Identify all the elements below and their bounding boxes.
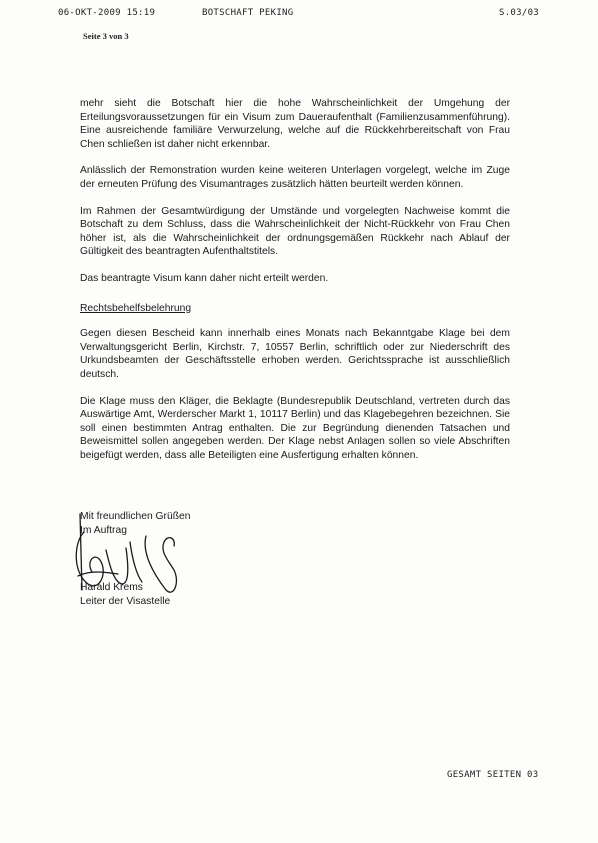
fax-datetime: 06-OKT-2009 15:19 [58, 8, 156, 18]
legal-paragraph-1: Gegen diesen Bescheid kann innerhalb eines Monats nach Bekanntgabe Klage bei dem Verwaltungsgericht Berlin, Kirchstr. 7, 10557 Berlin, schriftlich oder zur Niederschrift des Urkundsbeamten der Geschäftsstelle erhoben werden. Gerichtssprache ist ausschließlich deutsch. [80, 328, 510, 380]
letter-body [80, 97, 510, 475]
signer-title: Leiter der Visastelle [80, 595, 171, 607]
signer-name: Harald Krems [80, 582, 143, 594]
fax-sender: BOTSCHAFT PEKING [202, 8, 294, 18]
fax-total-pages: GESAMT SEITEN 03 [447, 770, 539, 780]
paragraph-3: Im Rahmen der Gesamtwürdigung der Umstände und vorgelegten Nachweise kommt die Botschaft zu dem Schluss, dass die Wahrscheinlichkeit der Nicht-Rückkehr von Frau Chen höher ist, als die Wahrscheinlichkeit der ordnungsgemäßen Rückkehr nach Ablauf der Gültigkeit des beantragten Aufenthaltstitels. [80, 205, 510, 258]
fax-page-number: S.03/03 [499, 8, 540, 18]
paragraph-1: mehr sieht die Botschaft hier die hohe Wahrscheinlichkeit der Umgehung der Erteilungsvoraussetzungen für ein Visum zum Daueraufenthalt (Familienzusammenführung). Eine ausreichende familiäre Verwurzelung, welche auf die Rückkehrbereitschaft von Frau Chen schließen ist daher nicht erkennbar. [80, 98, 510, 150]
on-behalf: Im Auftrag [80, 524, 127, 536]
greeting: Mit freundlichen Grüßen [80, 511, 191, 522]
legal-paragraph-2: Die Klage muss den Kläger, die Beklagte (Bundesrepublik Deutschland, vertreten durch das Auswärtige Amt, Werderscher Markt 1, 10117 Berlin) und das Klagebegehren bezeichnen. Sie soll einen bestimmten Antrag enthalten. Die zur Begründung dienenden Tatsachen und Beweismittel sollen angegeben werden. Der Klage nebst Anlagen sollen so viele Abschriften beigefügt werden, dass alle Beteiligten eine Ausfertigung erhalten können. [80, 395, 510, 461]
paragraph-2: Anlässlich der Remonstration wurden keine weiteren Unterlagen vorgelegt, welche im Zuge der erneuten Prüfung des Visumantrages zusätzlich hätten beurteilt werden können. [80, 165, 510, 190]
paragraph-4: Das beantragte Visum kann daher nicht erteilt werden. [80, 272, 329, 284]
handwritten-signature [70, 512, 190, 602]
legal-remedy-heading: Rechtsbehelfsbelehrung [80, 302, 192, 314]
page-number: Seite 3 von 3 [83, 31, 129, 41]
